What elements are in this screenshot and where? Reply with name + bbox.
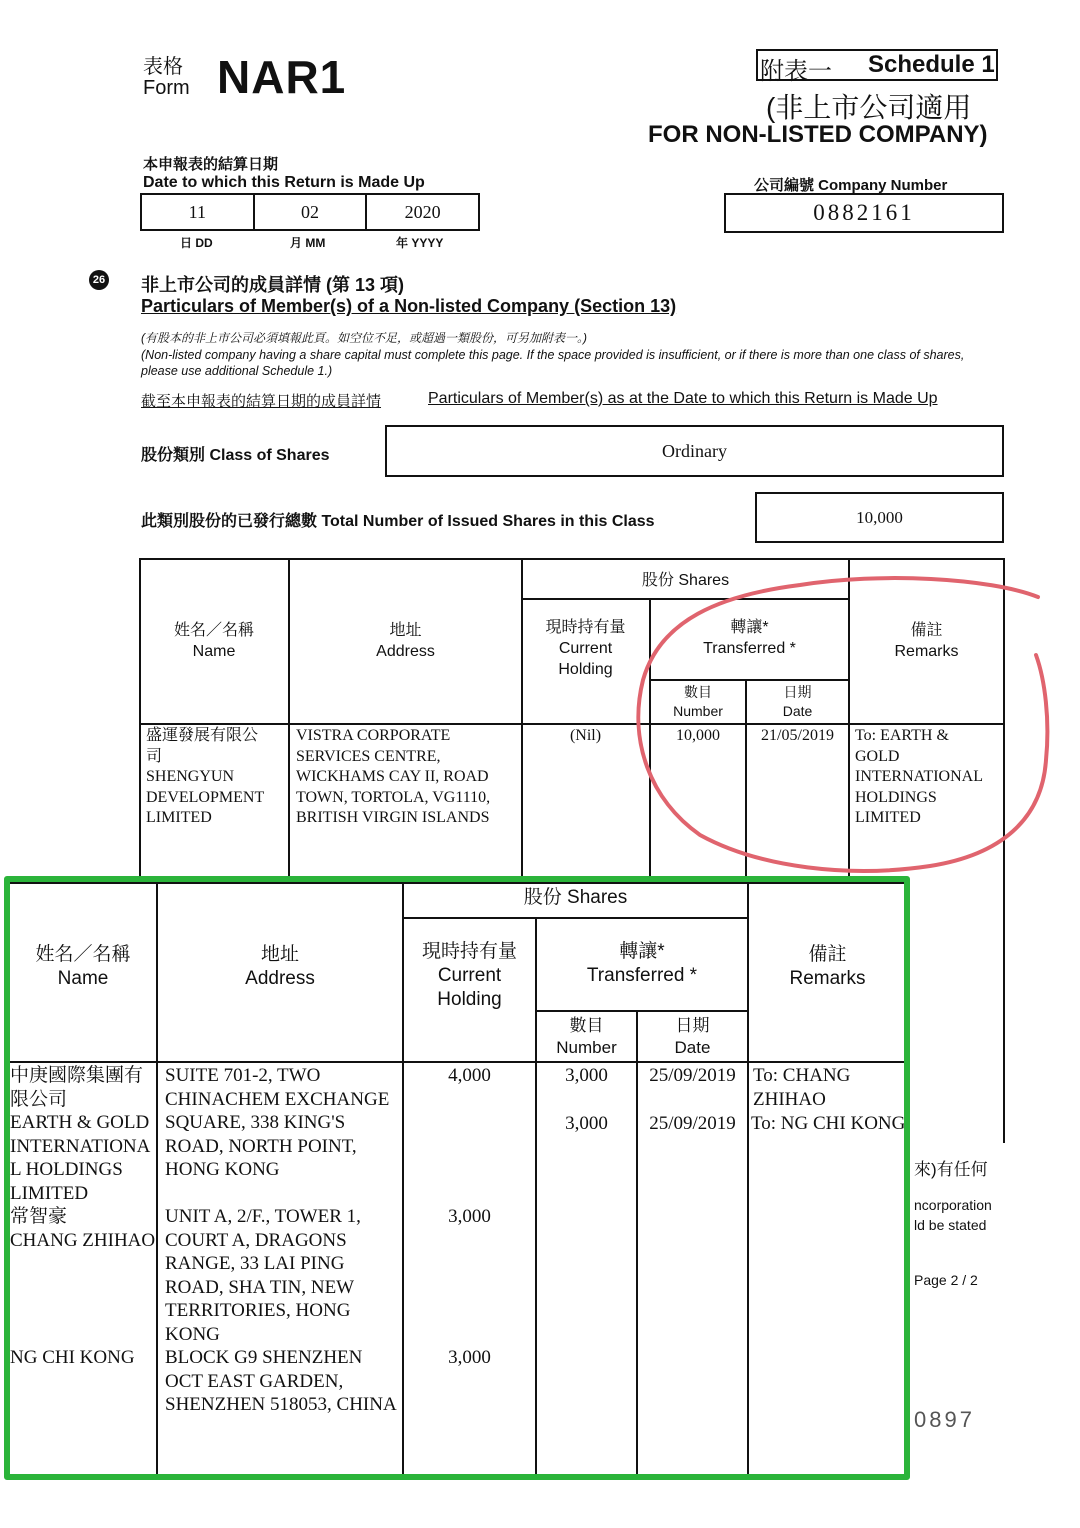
member-name: 中庚國際集團有 限公司 EARTH & GOLD INTERNATIONA L HOLDINGS LIMITED — [10, 1065, 151, 1204]
transfer-date: 25/09/2019 — [649, 1113, 736, 1134]
member-address: SUITE 701-2, TWO CHINACHEM EXCHANGE SQUARE, 338 KING'S ROAD, NORTH POINT, HONG KONG — [165, 1065, 390, 1180]
applies-en: FOR NON-LISTED COMPANY) — [648, 121, 988, 148]
col-number-en: Number — [673, 703, 723, 719]
col-holding-en1: Current — [437, 965, 502, 986]
member-name: NG CHI KONG — [10, 1347, 135, 1368]
section-note-en: (Non-listed company having a share capital must complete this page. If the space provided is insufficient, or if there is more than one class of shares, please use additional Schedule 1.) — [141, 348, 965, 378]
col-name-en: Name — [192, 643, 236, 660]
col-holding-en2: Holding — [558, 661, 613, 678]
col-remarks-en: Remarks — [789, 968, 866, 989]
member-holding: (Nil) — [569, 727, 602, 744]
return-date-label-zh: 本申報表的結算日期 — [143, 156, 279, 173]
col-date-zh: 日期 — [783, 684, 812, 700]
member-address: VISTRA CORPORATE SERVICES CENTRE, WICKHAMS CAY II, ROAD TOWN, TORTOLA, VG1110, BRITISH VIRGIN ISLANDS — [296, 727, 491, 826]
page-fragment-en-b: ld be stated — [914, 1217, 987, 1233]
section-number-badge: 26 — [89, 270, 109, 290]
col-transferred-en: Transferred * — [703, 640, 796, 657]
class-of-shares-label: 股份類別 Class of Shares — [141, 447, 330, 464]
col-remarks-zh: 備註 — [910, 622, 943, 639]
member-name: 盛運發展有限公 司 SHENGYUN DEVELOPMENT LIMITED — [146, 727, 265, 826]
section-title-en: Particulars of Member(s) of a Non-listed Company (Section 13) — [141, 296, 677, 316]
page-fragment-en-a: ncorporation — [914, 1197, 992, 1213]
member-address: UNIT A, 2/F., TOWER 1, COURT A, DRAGONS RANGE, 33 LAI PING ROAD, SHA TIN, NEW TERRITORIES, HONG KONG — [165, 1206, 361, 1345]
transfer-number: 3,000 — [565, 1065, 608, 1086]
form-label-zh: 表格 — [143, 56, 183, 78]
col-shares: 股份 Shares — [523, 887, 628, 908]
as-at-heading-zh: 截至本申報表的結算日期的成員詳情 — [141, 393, 382, 410]
col-name-en: Name — [57, 968, 109, 989]
year-label: 年 YYYY — [396, 236, 444, 250]
member-remarks: To: CHANG ZHIHAO — [753, 1065, 851, 1110]
day-label: 日 DD — [180, 236, 213, 250]
transfer-date: 21/05/2019 — [761, 727, 834, 744]
member-holding: 4,000 — [448, 1065, 491, 1086]
return-date-label-en: Date to which this Return is Made Up — [143, 174, 425, 191]
form-label-en: Form — [143, 77, 190, 99]
col-date-en: Date — [782, 703, 813, 719]
return-date-month[interactable]: 02 — [255, 195, 368, 229]
col-remarks-en: Remarks — [894, 643, 959, 660]
col-holding-zh: 現時持有量 — [421, 941, 517, 962]
total-issued-label: 此類別股份的已發行總數 Total Number of Issued Shares in this Class — [141, 513, 655, 530]
col-transferred-zh: 轉讓* — [619, 941, 665, 962]
page-fragment-number: 0897 — [914, 1407, 975, 1432]
page-number: Page 2 / 2 — [914, 1272, 978, 1288]
col-transferred-zh: 轉讓* — [730, 619, 769, 636]
col-shares: 股份 Shares — [641, 572, 730, 589]
month-label: 月 MM — [290, 236, 326, 250]
transfer-date: 25/09/2019 — [649, 1065, 736, 1086]
form-code: NAR1 — [217, 51, 347, 103]
col-number-zh: 數目 — [569, 1016, 604, 1035]
col-transferred-en: Transferred * — [586, 965, 698, 986]
member-remarks: To: NG CHI KONG — [751, 1113, 906, 1134]
member-name: 常智豪 CHANG ZHIHAO — [10, 1206, 156, 1251]
green-highlight-box — [4, 876, 910, 1480]
member-holding: 3,000 — [448, 1206, 491, 1227]
section-note-zh: (有股本的非上市公司必須填報此頁。如空位不足，或超過一類股份，可另加附表一。) — [141, 331, 587, 345]
col-address-en: Address — [245, 968, 315, 989]
company-number-field[interactable]: 0882161 — [724, 193, 1004, 233]
col-name-zh: 姓名／名稱 — [173, 622, 254, 639]
col-date-zh: 日期 — [675, 1016, 710, 1035]
col-name-zh: 姓名／名稱 — [35, 944, 131, 965]
company-number-label: 公司編號 Company Number — [754, 177, 948, 194]
col-number-zh: 數目 — [684, 684, 712, 700]
member-address: BLOCK G9 SHENZHEN OCT EAST GARDEN, SHENZHEN 518053, CHINA — [165, 1347, 397, 1415]
section-title-zh: 非上市公司的成員詳情 (第 13 項) — [141, 275, 405, 295]
total-issued-field[interactable]: 10,000 — [755, 492, 1004, 543]
col-address-zh: 地址 — [260, 944, 299, 965]
col-remarks-zh: 備註 — [808, 944, 847, 965]
col-address-zh: 地址 — [389, 622, 422, 639]
applies-zh: (非上市公司適用 — [766, 92, 972, 123]
page-fragment-zh: 來)有任何 — [914, 1160, 988, 1179]
transfer-number: 3,000 — [565, 1113, 608, 1134]
col-holding-en2: Holding — [437, 989, 502, 1010]
col-address-en: Address — [376, 643, 435, 660]
col-holding-en1: Current — [558, 640, 613, 657]
member-remarks: To: EARTH & GOLD INTERNATIONAL HOLDINGS LIMITED — [855, 727, 983, 826]
class-of-shares-field[interactable]: Ordinary — [385, 425, 1004, 477]
col-holding-zh: 現時持有量 — [545, 619, 626, 636]
as-at-heading-en: Particulars of Member(s) as at the Date to which this Return is Made Up — [428, 390, 938, 407]
schedule-label-zh: 附表一 — [760, 58, 832, 85]
return-date-year[interactable]: 2020 — [404, 201, 441, 222]
member-holding: 3,000 — [448, 1347, 491, 1368]
col-date-en: Date — [674, 1038, 711, 1057]
return-date-day[interactable]: 11 — [142, 195, 255, 229]
transfer-number: 10,000 — [676, 727, 720, 744]
col-number-en: Number — [556, 1038, 617, 1057]
schedule-label-en: Schedule 1 — [868, 51, 995, 78]
